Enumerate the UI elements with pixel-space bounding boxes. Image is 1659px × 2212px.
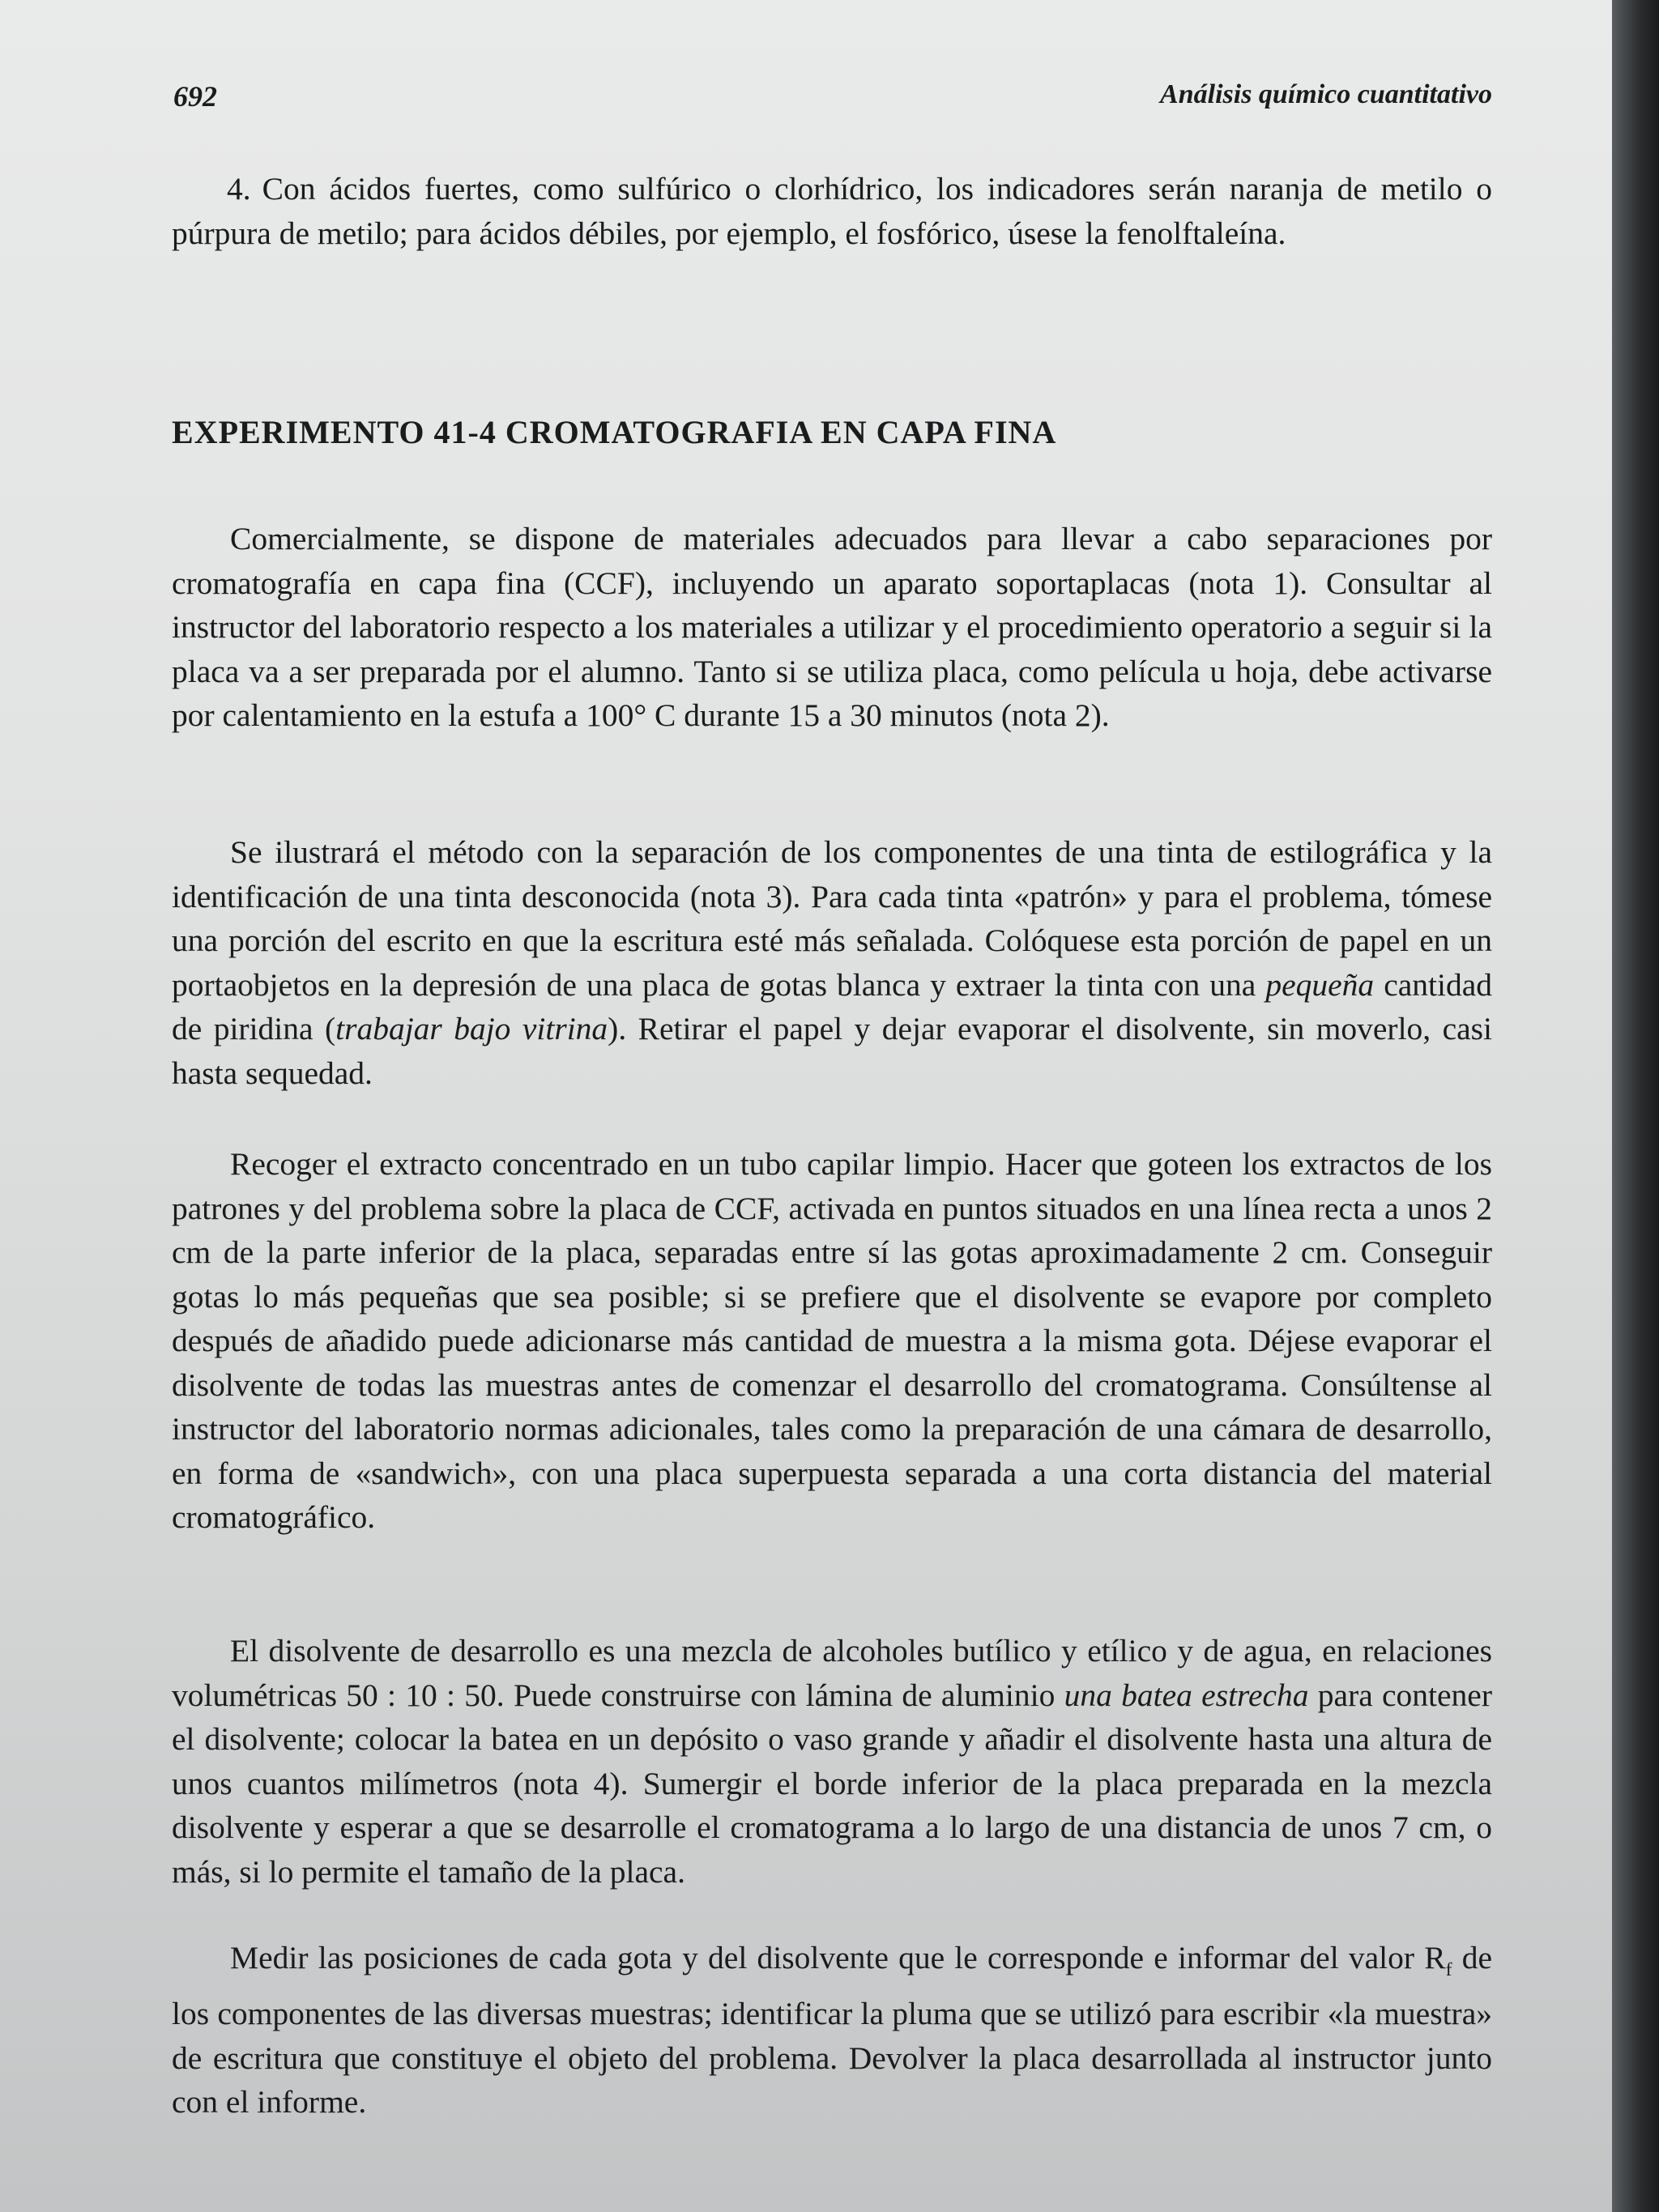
paragraph-5 xyxy=(172,1936,1492,2125)
paragraph-2 xyxy=(172,830,1492,1095)
page-edge-shadow xyxy=(1612,0,1659,2212)
paragraph-4-text-b: para contener el disolvente; colocar la batea en un depósito o vaso grande y añadir el disolvente hasta una altura de unos cuantos milímetros (nota 4). Sumergir el borde inferior de la placa preparada en la mezcla disolvente y esperar a que se desarrolle el cromatograma a lo largo de una distancia de unos 7 cm, o más, si lo permite el tamaño de la placa. xyxy=(172,1677,1492,1890)
paragraph-4-text-a: El disolvente de desarrollo es una mezcla de alcoholes butílico y etílico y de agua, en relaciones volumétricas 50 : 10 : 50. Puede construirse con lámina de aluminio xyxy=(172,1633,1492,1713)
running-head xyxy=(172,79,1492,120)
section-heading: EXPERIMENTO 41-4 CROMATOGRAFIA EN CAPA FINA xyxy=(172,414,1057,450)
paragraph-2-text-c: ). Retirar el papel y dejar evaporar el disolvente, sin moverlo, casi hasta sequedad. xyxy=(172,1011,1492,1091)
running-title: Análisis químico cuantitativo xyxy=(1160,79,1492,109)
paragraph-3: Recoger el extracto concentrado en un tubo capilar limpio. Hacer que goteen los extractos de los patrones y del problema sobre la placa de CCF, activada en puntos situados en una línea recta a unos 2 cm de la parte inferior de la placa, separadas entre sí las gotas aproximadamente 2 cm. Conseguir gotas lo más pequeñas que sea posible; si se prefiere que el disolvente se evapore por completo después de añadido puede adicionarse más cantidad de muestra a la misma gota. Déjese evaporar el disolvente de todas las muestras antes de comenzar el desarrollo del cromatograma. Consúltense al instructor del laboratorio normas adicionales, tales como la preparación de una cámara de desarrollo, en forma de «sandwich», con una placa superpuesta separada a una corta distancia del material cromatográfico. xyxy=(172,1146,1492,1535)
rf-subscript: f xyxy=(1445,1958,1452,1980)
paragraph-5-text-a: Medir las posiciones de cada gota y del disolvente que le corresponde e informar del valor R xyxy=(230,1940,1446,1975)
list-item-4 xyxy=(172,167,1492,255)
paragraph-4 xyxy=(172,1629,1492,1894)
paragraph-2-emphasis-1: pequeña xyxy=(1265,966,1375,1003)
paragraph-2-text-a: Se ilustrará el método con la separación de los componentes de una tinta de estilográfica y la identificación de una tinta desconocida (nota 3). Para cada tinta «patrón» y para el problema, tómese una porción del escrito en que la escritura esté más señalada. Colóquese esta porción de papel en un portaobjetos en la depresión de una placa de gotas blanca y extraer la tinta con una xyxy=(172,834,1492,1003)
paragraph-4-emphasis: una batea estrecha xyxy=(1064,1677,1309,1713)
list-item-text: Con ácidos fuertes, como sulfúrico o clorhídrico, los indicadores serán naranja de metilo o púrpura de metilo; para ácidos débiles, por ejemplo, el fosfórico, úsese la fenolftaleína. xyxy=(172,171,1492,251)
page-number: 692 xyxy=(173,80,217,113)
paragraph-2-emphasis-2: trabajar bajo vitrina xyxy=(335,1011,608,1046)
paragraph-1: Comercialmente, se dispone de materiales adecuados para llevar a cabo separaciones por cromatografía en capa fina (CCF), incluyendo un aparato soportaplacas (nota 1). Consultar al instructor del laboratorio respecto a los materiales a utilizar y el procedimiento operatorio a seguir si la placa va a ser preparada por el alumno. Tanto si se utiliza placa, como película u hoja, debe activarse por calentamiento en la estufa a 100° C durante 15 a 30 minutos (nota 2). xyxy=(172,521,1492,733)
list-item-number: 4. xyxy=(227,171,251,207)
paragraph-2-text-b: cantidad de piridina ( xyxy=(172,966,1492,1046)
paragraph-5-text-b: de los componentes de las diversas muestras; identificar la pluma que se utilizó para escribir «la muestra» de escritura que constituye el objeto del problema. Devolver la placa desarrollada al instructor junto con el informe. xyxy=(172,1940,1492,2120)
